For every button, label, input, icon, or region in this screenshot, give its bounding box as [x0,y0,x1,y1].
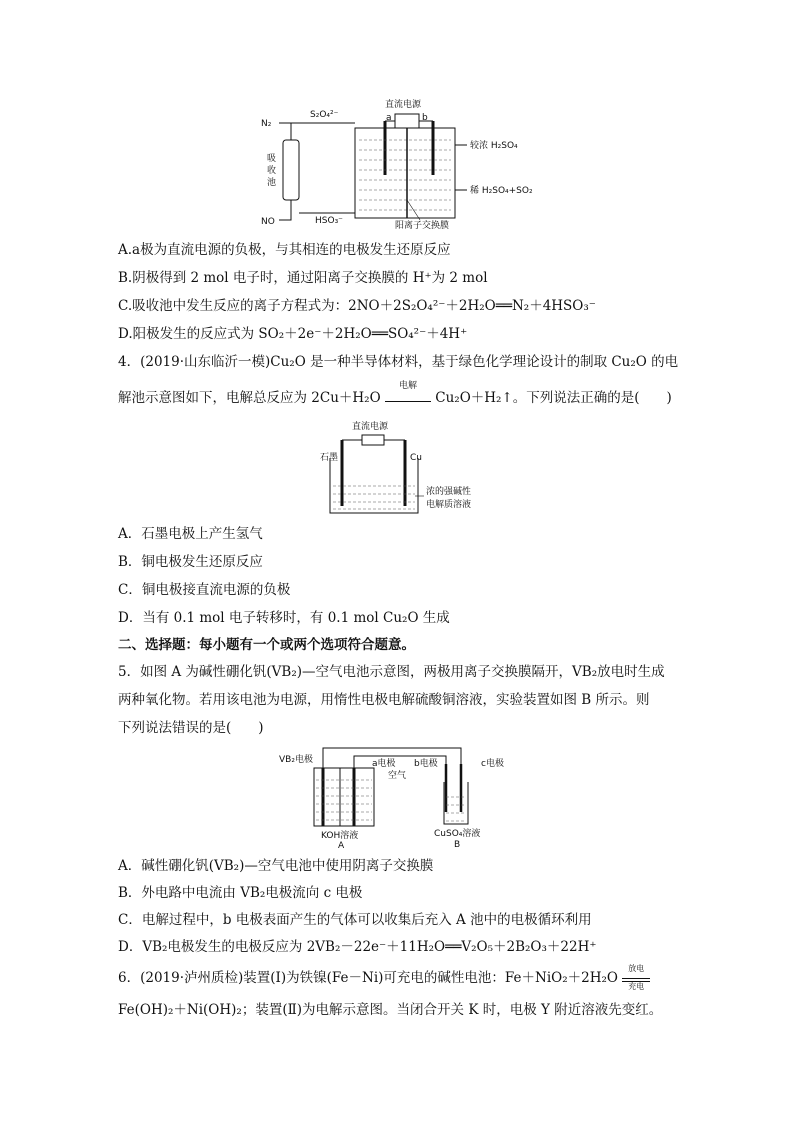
reversible-condition [622,963,650,991]
absorber-char-2: 收 [267,166,277,176]
membrane-label: 阳离子交换膜 [395,221,450,231]
n2-label: N₂ [261,119,272,129]
reaction-condition [385,381,431,402]
figure-b-label: B [454,840,461,850]
q3-option-b: B.阴极得到 2 mol 电子时，通过阳离子交换膜的 H⁺为 2 mol [118,270,488,286]
q3-option-c: C.吸收池中发生反应的离子方程式为：2NO＋2S₂O₄²⁻＋2H₂O══N₂＋4HSO₃⁻ [118,298,596,314]
charge-label: 充电 [628,981,645,991]
section-heading: 二、选择题：每小题有一个或两个选项符合题意。 [118,637,415,653]
figure-a-label: A [338,841,345,850]
electrolytic-cell [355,128,455,218]
q4-stem-post: Cu₂O＋H₂↑。下列说法正确的是( ) [435,390,672,406]
condition-text: 电解 [398,381,417,391]
inlet-label: 稀 H₂SO₄+SO₂ [470,186,533,196]
koh-label: KOH溶液 [321,831,359,841]
q6-stem-text: 6．(2019·泸州质检)装置(Ⅰ)为铁镍(Fe－Ni)可充电的碱性电池：Fe＋NiO₂＋2H₂O [118,970,618,986]
solution-label-1: 浓的强碱性 [426,487,472,497]
q5-option-c: C．电解过程中，b 电极表面产生的气体可以收集后充入 A 池中的电极循环利用 [118,912,592,928]
q4-stem-line2 [118,381,672,408]
q3-option-d: D.阳极发生的反应式为 SO₂＋2e⁻＋2H₂O══SO₄²⁻＋4H⁺ [118,326,468,342]
q4-stem-pre: 解池示意图如下，电解总反应为 2Cu＋H₂O [118,390,381,406]
terminal-a: a [386,113,392,123]
q6-stem-line2: Fe(OH)₂＋Ni(OH)₂；装置(Ⅱ)为电解示意图。当闭合开关 K 时，电极 Y 附近溶液先变红。 [118,1002,663,1018]
c-electrode-label: c电极 [481,759,504,769]
q5-option-a: A．碱性硼化钒(VB₂)—空气电池中使用阴离子交换膜 [118,858,434,874]
q4-stem-line1: 4．(2019·山东临沂一模)Cu₂O 是一种半导体材料，基于绿色化学理论设计的制取 Cu₂O 的电 [118,354,679,370]
cu2o-electrolysis-diagram [320,418,490,518]
q4-option-b: B．铜电极发生还原反应 [118,554,263,570]
terminal-b: b [422,113,428,123]
vb2-label: VB₂电极 [279,755,313,765]
vb2-air-battery-diagram [276,742,526,850]
power-label: 直流电源 [385,100,422,110]
electrolysis-absorber-diagram [255,95,555,235]
air-label: 空气 [388,771,407,781]
solution-label-2: 电解质溶液 [426,500,472,510]
q4-option-c: C．铜电极接直流电源的负极 [118,582,291,598]
q5-option-d: D．VB₂电极发生的电极反应为 2VB₂－22e⁻＋11H₂O══V₂O₅＋2B₂O₃＋22H⁺ [118,939,597,955]
cu-label: Cu [410,453,422,463]
q3-option-a: A.a极为直流电源的负极，与其相连的电极发生还原反应 [118,242,451,258]
power-supply-box [362,435,384,445]
outlet-label: 较浓 H₂SO₄ [470,141,518,151]
q4-option-d: D．当有 0.1 mol 电子转移时，有 0.1 mol Cu₂O 生成 [118,610,450,626]
no-label: NO [261,217,275,227]
beaker-b [444,782,468,824]
power-supply-box [395,114,419,128]
a-electrode-label: a电极 [372,759,396,769]
q5-stem-line1: 5．如图 A 为碱性硼化钒(VB₂)—空气电池示意图，两极用离子交换膜隔开，VB₂放电时生成 [118,664,665,680]
b-electrode-label: b电极 [414,759,438,769]
hso3-label: HSO₃⁻ [315,216,343,226]
s2o4-label: S₂O₄²⁻ [310,110,339,120]
absorber-char-1: 吸 [267,154,277,164]
discharge-label: 放电 [628,963,645,973]
power-label: 直流电源 [352,422,389,432]
absorber-tower [283,140,299,200]
q6-stem-line1 [118,963,650,991]
q5-option-b: B．外电路中电流由 VB₂电极流向 c 电极 [118,885,363,901]
q5-stem-line3: 下列说法错误的是( ) [118,720,264,736]
q5-stem-line2: 两种氧化物。若用该电池为电源，用惰性电极电解硫酸铜溶液，实验装置如图 B 所示。则 [118,692,650,708]
graphite-label: 石墨 [320,453,339,463]
cuso4-label: CuSO₄溶液 [434,829,481,839]
absorber-char-3: 池 [267,178,277,188]
q4-option-a: A．石墨电极上产生氢气 [118,526,263,542]
